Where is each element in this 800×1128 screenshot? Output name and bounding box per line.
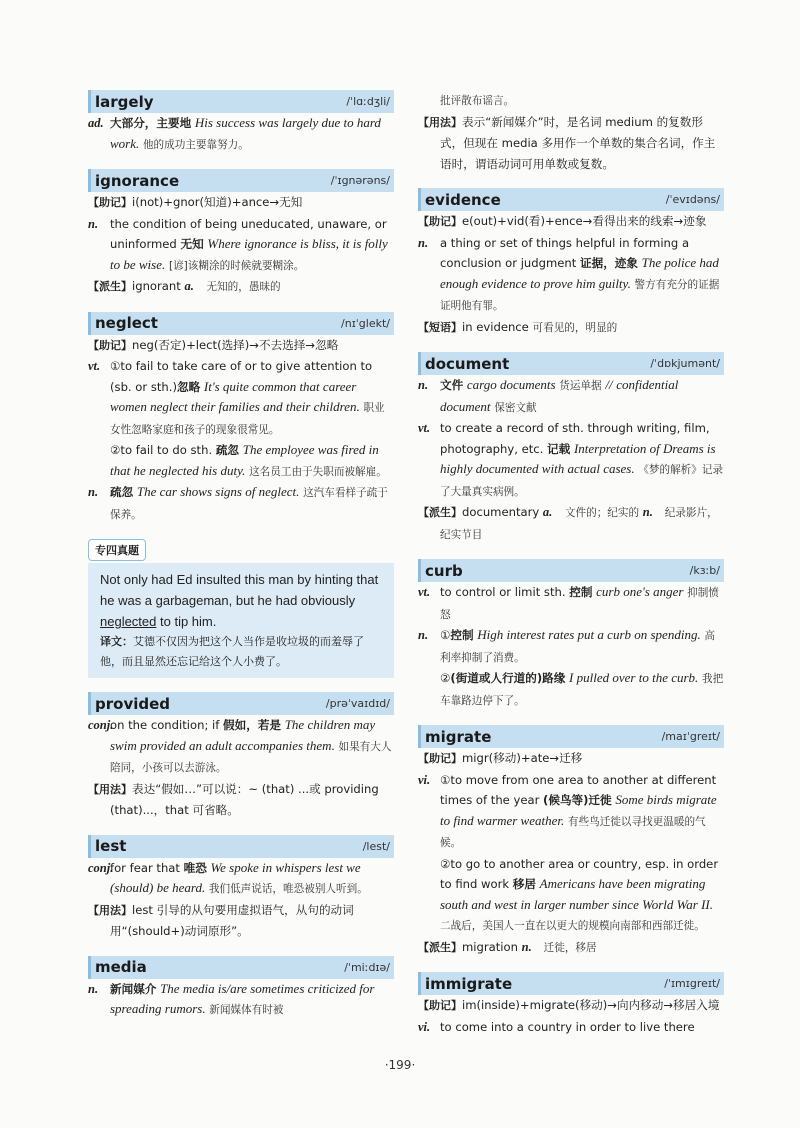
- definition: [418, 233, 724, 317]
- exam-sentence: [100, 569, 384, 632]
- phonetic: /prəˈvaɪdɪd/: [325, 697, 390, 710]
- zh-gloss: 唯恐: [183, 860, 207, 875]
- en-definition: for fear that: [110, 860, 180, 875]
- entry-migrate: [418, 725, 724, 958]
- mnemonic: [418, 995, 724, 1017]
- mnemonic-text: neg(否定)+lect(选择)→不去选择→忽略: [132, 337, 339, 352]
- zh-gloss: 控制: [569, 585, 593, 599]
- zh-gloss: 新闻媒介: [110, 981, 157, 996]
- pos-label: conj.: [88, 860, 114, 875]
- example-cn: 职业女性忽略家庭和孩子的现象很常见。: [110, 402, 385, 436]
- example-cn: 我把车靠路边停下了。: [440, 673, 724, 707]
- entry-header: [418, 725, 724, 748]
- entry-document: [418, 352, 724, 545]
- example: The children may swim provided an adult accompanies them.: [110, 717, 376, 753]
- mnemonic-text: i(not)+gnor(知道)+ance→无知: [132, 195, 303, 209]
- en-definition: to create a record of sth. through writing, film, photography, etc.: [440, 421, 710, 456]
- phonetic: /ˈevɪdəns/: [665, 193, 720, 206]
- mnemonic-tag: 【助记】: [88, 196, 132, 209]
- pos-label: a.: [542, 505, 553, 519]
- zh-gloss: 证据，迹象: [580, 256, 638, 270]
- exam-content: [88, 563, 394, 678]
- usage: [418, 112, 724, 175]
- pos-label: n.: [418, 235, 429, 250]
- entry-header: [88, 312, 394, 335]
- example: We spoke in whispers lest we (should) be heard.: [110, 859, 361, 895]
- phonetic: /nɪˈglekt/: [341, 316, 390, 330]
- mnemonic-tag: 【助记】: [418, 752, 462, 765]
- entry-header: [88, 692, 394, 715]
- deriv-tag: 【派生】: [418, 940, 462, 954]
- example-cn: 警方有充分的证据证明他有罪。: [440, 278, 720, 312]
- sense-number: ②: [440, 671, 451, 685]
- sense-number: ①: [110, 359, 121, 373]
- en-definition: to come into a country in order to live there: [440, 1019, 695, 1034]
- exam-label: 专四真题: [88, 539, 146, 561]
- noun-sense: [88, 482, 394, 525]
- pos-label: ad.: [88, 116, 104, 130]
- en-definition: on the condition; if: [110, 718, 220, 732]
- usage-tag: 【用法】: [88, 903, 132, 917]
- pos-label: vt.: [88, 359, 101, 373]
- derivation: [418, 502, 724, 545]
- phrase: [418, 317, 724, 339]
- phonetic: /lest/: [362, 839, 390, 853]
- entry-header: [418, 972, 724, 995]
- phonetic: /ˈdɒkjumənt/: [650, 357, 720, 370]
- zh-gloss: 假如，若是: [223, 718, 282, 732]
- definition: [88, 113, 394, 155]
- entry-neglect: [88, 312, 394, 526]
- example-cn: 抑制愤怒: [440, 587, 719, 621]
- zh-gloss: 大部分，主要地: [110, 116, 192, 130]
- pos-label: n.: [88, 216, 99, 231]
- noun-sense: [418, 375, 724, 418]
- mnemonic: [88, 192, 394, 214]
- en-definition: a thing or set of things helpful in forming a conclusion or judgment: [440, 235, 690, 270]
- definition: [88, 979, 394, 1021]
- derivation: [88, 276, 394, 298]
- example: curb one's anger: [596, 584, 684, 599]
- mnemonic-tag: 【助记】: [418, 215, 462, 228]
- sense-number: ②: [440, 856, 451, 871]
- pos-label: conj.: [88, 718, 114, 732]
- phonetic: /maɪˈgreɪt/: [661, 730, 720, 743]
- headword: neglect: [95, 314, 158, 332]
- example: Where ignorance is bliss, it is folly to be wise.: [110, 236, 388, 272]
- en-definition: to fail to take care of or to give attention to (sb. or sth.): [110, 359, 373, 394]
- phrase-tag: 【短语】: [418, 320, 462, 334]
- example-cn: 二战后，美国人一直在以更大的规模向南部和西部迁徙。: [440, 920, 705, 932]
- sense-number: ②: [110, 443, 121, 457]
- headword: migrate: [425, 727, 492, 746]
- example-cn: 有些鸟迁徙以寻找更温暖的气候。: [440, 815, 706, 849]
- definition: [88, 858, 394, 900]
- pos-label: vt.: [418, 585, 431, 599]
- sense-1: [418, 770, 724, 854]
- mnemonic-tag: 【助记】: [88, 338, 132, 352]
- sense-number: ①: [440, 772, 451, 787]
- exam-text: Not only had Ed insulted this man by hinting that he was a garbageman, but he had obviously: [100, 572, 379, 608]
- zh-gloss: 控制: [450, 628, 474, 642]
- pos-label: vi.: [418, 1019, 431, 1034]
- phonetic: /ˈlɑːdʒli/: [346, 95, 390, 108]
- exam-text: to tip him.: [156, 614, 217, 629]
- headword: immigrate: [425, 974, 513, 993]
- mnemonic-text: im(inside)+migrate(移动)→向内移动→移居入境: [462, 998, 720, 1012]
- pos-label: n.: [418, 378, 429, 392]
- deriv-word: migration: [462, 939, 518, 954]
- pos-label: n.: [418, 628, 429, 642]
- example: The employee was fired in that he neglected his duty.: [110, 442, 379, 478]
- sense-2: [418, 854, 724, 937]
- sense-number: ①: [440, 628, 451, 642]
- phonetic: /ˈɪmɪgreɪt/: [664, 977, 720, 990]
- headword: media: [95, 958, 147, 976]
- noun-sense-1: [418, 625, 724, 668]
- deriv-word: documentary: [462, 505, 540, 519]
- definition: [88, 214, 394, 277]
- example: Interpretation of Dreams is highly documented with actual cases.: [440, 440, 716, 476]
- example: The police had enough evidence to prove him guilty.: [440, 255, 719, 291]
- entry-largely: [88, 90, 394, 155]
- pos-label: a.: [184, 279, 194, 293]
- entry-ignorance: [88, 169, 394, 298]
- deriv-cn: 纪录影片，纪实节目: [440, 507, 718, 541]
- zh-gloss: 忽略: [176, 379, 201, 394]
- mnemonic-tag: 【助记】: [418, 999, 462, 1012]
- example-cn: 他的成功主要靠努力。: [142, 138, 249, 151]
- entry-header: [88, 956, 394, 979]
- entry-header: [418, 352, 724, 375]
- noun-sense-2: [418, 668, 724, 711]
- example-cn: 新闻媒体有时被: [209, 1004, 284, 1016]
- pos-label: n.: [521, 939, 532, 954]
- usage-tag: 【用法】: [418, 115, 462, 129]
- entry-evidence: [418, 188, 724, 338]
- phonetic: /ˈɪgnərəns/: [330, 174, 390, 187]
- pos-label: n.: [88, 981, 99, 996]
- sense-2: [88, 440, 394, 482]
- phonetic: /kɜːb/: [689, 564, 720, 577]
- example: The car shows signs of neglect.: [136, 484, 300, 499]
- en-definition: to go to another area or country, esp. in order to find work: [440, 856, 719, 891]
- example: High interest rates put a curb on spending.: [477, 627, 701, 642]
- sense-1: [88, 356, 394, 440]
- right-column: [418, 90, 724, 1051]
- en-definition: to move from one area to another at different times of the year: [440, 772, 717, 807]
- separator: //: [605, 377, 613, 392]
- derivation: [418, 937, 724, 959]
- deriv-word: ignorant: [132, 279, 181, 293]
- usage: [88, 900, 394, 942]
- zh-gloss: 疏忽: [215, 443, 240, 457]
- mnemonic-text: migr(移动)+ate→迁移: [462, 751, 583, 765]
- example-cn: 批评散布谣言。: [440, 95, 515, 107]
- entry-provided: [88, 692, 394, 821]
- example-cn: 如果有大人陪同，小孩可以去游泳。: [110, 740, 392, 774]
- en-definition: the condition of being uneducated, unaware, or uninformed: [110, 216, 387, 251]
- zh-gloss: (街道或人行道的)路缘: [450, 671, 566, 685]
- verb-sense: [418, 582, 724, 625]
- entry-header: [88, 169, 394, 192]
- deriv-tag: 【派生】: [88, 280, 132, 293]
- usage-text: 表达“假如…”可以说：~ (that) ...或 providing (that)...，that 可省略。: [110, 781, 379, 817]
- example-cn: 这汽车看样子疏于保养。: [110, 487, 388, 521]
- left-column: [88, 90, 394, 1035]
- deriv-cn: 文件的；纪实的: [564, 507, 640, 519]
- zh-gloss: 无知: [180, 237, 204, 251]
- entry-media-continued: [418, 90, 724, 174]
- page-number: ·199·: [384, 1058, 416, 1072]
- zh-gloss: 文件: [440, 378, 464, 392]
- usage-tag: 【用法】: [88, 782, 132, 796]
- example: The media is/are sometimes criticized for spreading rumors.: [110, 980, 375, 1016]
- example: Some birds migrate to find warmer weather.: [440, 792, 717, 828]
- entry-header: [88, 835, 394, 858]
- example-cn: 《梦的解析》记录了大量真实病例。: [440, 464, 724, 498]
- example-cn: 高利率抑制了消费。: [440, 630, 715, 664]
- headword: lest: [95, 837, 127, 855]
- definition: [88, 715, 394, 779]
- en-definition: to control or limit sth.: [440, 585, 566, 599]
- pos-label: n.: [88, 485, 99, 499]
- zh-gloss: 疏忽: [110, 485, 134, 499]
- translation-label: 译文：: [100, 636, 133, 648]
- deriv-tag: 【派生】: [418, 506, 462, 519]
- example: It's quite common that career women neglect their families and their children.: [110, 378, 360, 414]
- mnemonic: [418, 748, 724, 770]
- zh-gloss: 移居: [512, 877, 536, 891]
- entry-immigrate: [418, 972, 724, 1037]
- definition: [418, 1017, 724, 1038]
- example: cargo documents: [466, 377, 556, 392]
- entry-header: [418, 559, 724, 582]
- example: His success was largely due to hard work.: [110, 115, 381, 151]
- exam-translation: [100, 632, 384, 672]
- verb-sense: [418, 418, 724, 502]
- zh-gloss: 记载: [547, 441, 571, 456]
- headword: ignorance: [95, 171, 180, 190]
- headword: document: [425, 354, 510, 373]
- example: confidential document: [440, 377, 679, 414]
- example-cn: 这名员工由于失职而被解雇。: [249, 465, 387, 478]
- pos-label: vi.: [418, 772, 431, 787]
- headword: provided: [95, 694, 171, 713]
- translation-text: 艾德不仅因为把这个人当作是收垃圾的而羞辱了他，而且显然还忘记给这个人小费了。: [100, 636, 364, 668]
- entry-curb: [418, 559, 724, 711]
- mnemonic: [88, 335, 394, 357]
- example-cn: [谚]该糊涂的时候就要糊涂。: [168, 259, 305, 272]
- example-cn: 我们低声说话，唯恐被别人听到。: [208, 883, 368, 895]
- headword: curb: [425, 561, 463, 580]
- phonetic: /ˈmiːdɪə/: [344, 960, 390, 974]
- zh-gloss: (候鸟等)迁徙: [543, 793, 612, 807]
- example: I pulled over to the curb.: [569, 670, 699, 685]
- pos-label: n.: [642, 505, 653, 519]
- phrase-cn: 可看见的，明显的: [532, 321, 618, 334]
- phrase-text: in evidence: [462, 319, 529, 334]
- entry-header: [88, 90, 394, 113]
- headword: evidence: [425, 190, 501, 209]
- usage-text: 表示“新闻媒介”时，是名词 medium 的复数形式，但现在 media 多用作一个单数的集合名词，作主语时，谓语动词可用单数或复数。: [440, 114, 716, 171]
- example: Americans have been migrating south and west in larger number since World War II.: [440, 876, 713, 912]
- entry-header: [418, 188, 724, 211]
- en-definition: to fail to do sth.: [120, 443, 213, 457]
- deriv-cn: 迁徙，移居: [543, 941, 597, 954]
- example-cn-continued: [418, 90, 724, 112]
- mnemonic-text: e(out)+vid(看)+ence→看得出来的线索→迹象: [462, 214, 707, 228]
- usage: [88, 779, 394, 821]
- example-cn: 货运单据: [559, 380, 602, 392]
- entry-media: [88, 956, 394, 1021]
- usage-text: lest 引导的从句要用虚拟语气，从句的动词用“(should+)动词原形”。: [110, 902, 354, 938]
- exam-question-box: [88, 539, 394, 678]
- exam-underlined: neglected: [100, 614, 157, 629]
- mnemonic: [418, 211, 724, 233]
- entry-lest: [88, 835, 394, 942]
- headword: largely: [95, 92, 154, 111]
- deriv-cn: 无知的，愚昧的: [206, 281, 281, 293]
- pos-label: vt.: [418, 421, 431, 435]
- example-cn: 保密文献: [494, 401, 537, 414]
